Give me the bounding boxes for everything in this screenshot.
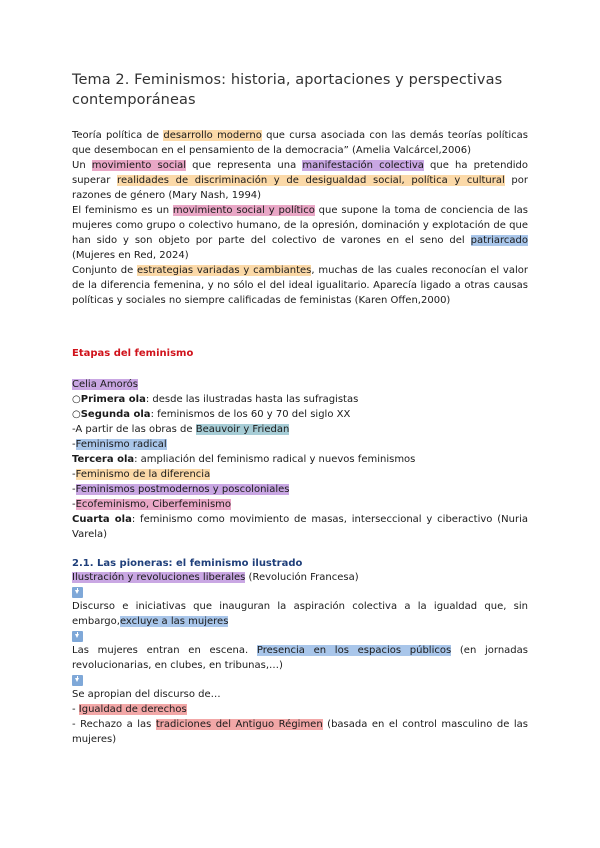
text: - bbox=[72, 439, 76, 450]
circle-bullet-icon: ○ bbox=[72, 409, 81, 420]
text: Teoría política de bbox=[72, 130, 164, 141]
text: : desde las ilustradas hasta las sufragistas bbox=[145, 394, 359, 405]
text: , muchas de las cuales reconocían el valor de la diferencia femenina, y no sólo el del ideal igualitario. Aparecía ligado a otras causas políticas y sociales no siempre calificadas de feministas (Karen Offen,2000) bbox=[72, 265, 528, 306]
highlight: tradiciones del Antiguo Régimen bbox=[155, 719, 323, 730]
text: (Revolución Francesa) bbox=[245, 572, 359, 583]
arrow-row bbox=[72, 585, 528, 599]
label: Cuarta ola bbox=[72, 514, 132, 525]
document-page bbox=[72, 70, 528, 747]
definition-1 bbox=[72, 128, 528, 158]
text: Las mujeres entran en escena. bbox=[72, 645, 257, 656]
text: Discurso e iniciativas que inauguran la aspiración colectiva a la igualdad que, sin embargo, bbox=[72, 601, 528, 627]
pioneras-line-2 bbox=[72, 599, 528, 629]
highlight: patriarcado bbox=[470, 235, 528, 246]
text: -A partir de las obras de bbox=[72, 424, 196, 435]
highlight: movimiento social bbox=[91, 160, 187, 171]
label: Primera ola bbox=[80, 394, 146, 405]
definition-2 bbox=[72, 158, 528, 203]
tercera-ola-line bbox=[72, 452, 528, 467]
down-arrow-icon bbox=[72, 631, 83, 642]
text: que supone la toma de conciencia de las mujeres como grupo o colectivo humano, de la opresión, dominación y explotación de que han sido y son objeto por parte del colectivo de varones en el seno del bbox=[72, 205, 528, 246]
highlight: Igualdad de derechos bbox=[78, 704, 187, 715]
author-line bbox=[72, 377, 528, 392]
text: que representa una bbox=[186, 160, 303, 171]
text: que cursa asociada con las demás teorías políticas que desembocan en el pensamiento de la democracia” (Amelia Valcárcel,2006) bbox=[72, 130, 529, 156]
arrow-row bbox=[72, 629, 528, 643]
highlight: Ilustración y revoluciones liberales bbox=[72, 572, 246, 583]
definition-4 bbox=[72, 263, 528, 308]
down-arrow-icon bbox=[72, 675, 83, 686]
text: (en jornadas revolucionarias, en clubes, en tribunas,…) bbox=[72, 645, 528, 671]
text: - Rechazo a las bbox=[72, 719, 156, 730]
text: - bbox=[72, 704, 79, 715]
text: que ha pretendido superar bbox=[72, 160, 529, 186]
label: Tercera ola bbox=[72, 454, 135, 465]
section-heading-etapas: Etapas del feminismo bbox=[72, 348, 194, 359]
pioneras-line-5 bbox=[72, 702, 528, 717]
highlight: movimiento social y político bbox=[172, 205, 315, 216]
text: Un bbox=[72, 160, 92, 171]
highlight: realidades de discriminación y de desigualdad social, política y cultural bbox=[117, 175, 505, 186]
cuarta-ola-line bbox=[72, 512, 528, 542]
highlight: estrategias variadas y cambiantes bbox=[137, 265, 312, 276]
pioneras-line-1 bbox=[72, 570, 528, 585]
pioneras-line-6 bbox=[72, 717, 528, 747]
highlight: Presencia en los espacios públicos bbox=[256, 645, 452, 656]
down-arrow-icon bbox=[72, 587, 83, 598]
radical-line bbox=[72, 437, 528, 452]
page-title: Tema 2. Feminismos: historia, aportaciones y perspectivas contemporáneas bbox=[72, 72, 503, 108]
highlight: desarrollo moderno bbox=[163, 130, 262, 141]
circle-bullet-icon: ○ bbox=[72, 394, 81, 405]
eco-line bbox=[72, 497, 528, 512]
text: : ampliación del feminismo radical y nuevos feminismos bbox=[134, 454, 416, 465]
highlight: Ecofeminismo, Ciberfeminismo bbox=[75, 499, 232, 510]
postmodernos-line bbox=[72, 482, 528, 497]
text: Conjunto de bbox=[72, 265, 138, 276]
pioneras-line-4: Se apropian del discurso de… bbox=[72, 689, 221, 700]
text: - bbox=[72, 484, 76, 495]
segunda-ola-line bbox=[72, 407, 528, 422]
highlight: Celia Amorós bbox=[72, 379, 138, 390]
primera-ola-line bbox=[72, 392, 528, 407]
text: El feminismo es un bbox=[72, 205, 173, 216]
highlight: Feminismo de la diferencia bbox=[75, 469, 211, 480]
highlight: Feminismos postmodernos y poscoloniales bbox=[75, 484, 290, 495]
arrow-row bbox=[72, 673, 528, 687]
text: por razones de género (Mary Nash, 1994) bbox=[72, 175, 529, 201]
highlight: manifestación colectiva bbox=[302, 160, 424, 171]
highlight: excluye a las mujeres bbox=[119, 616, 229, 627]
section-heading-pioneras: 2.1. Las pioneras: el feminismo ilustrado bbox=[72, 558, 303, 569]
pioneras-line-3 bbox=[72, 643, 528, 673]
diferencia-line bbox=[72, 467, 528, 482]
text: : feminismos de los 60 y 70 del siglo XX bbox=[150, 409, 351, 420]
highlight: Feminismo radical bbox=[75, 439, 167, 450]
text: (basada en el control masculino de las mujeres) bbox=[72, 719, 528, 745]
text: - bbox=[72, 469, 76, 480]
apartir-line bbox=[72, 422, 528, 437]
definition-3 bbox=[72, 203, 528, 263]
text: (Mujeres en Red, 2024) bbox=[72, 250, 189, 261]
label: Segunda ola bbox=[80, 409, 151, 420]
text: - bbox=[72, 499, 76, 510]
highlight: Beauvoir y Friedan bbox=[195, 424, 290, 435]
text: : feminismo como movimiento de masas, interseccional y ciberactivo (Nuria Varela) bbox=[72, 514, 528, 540]
